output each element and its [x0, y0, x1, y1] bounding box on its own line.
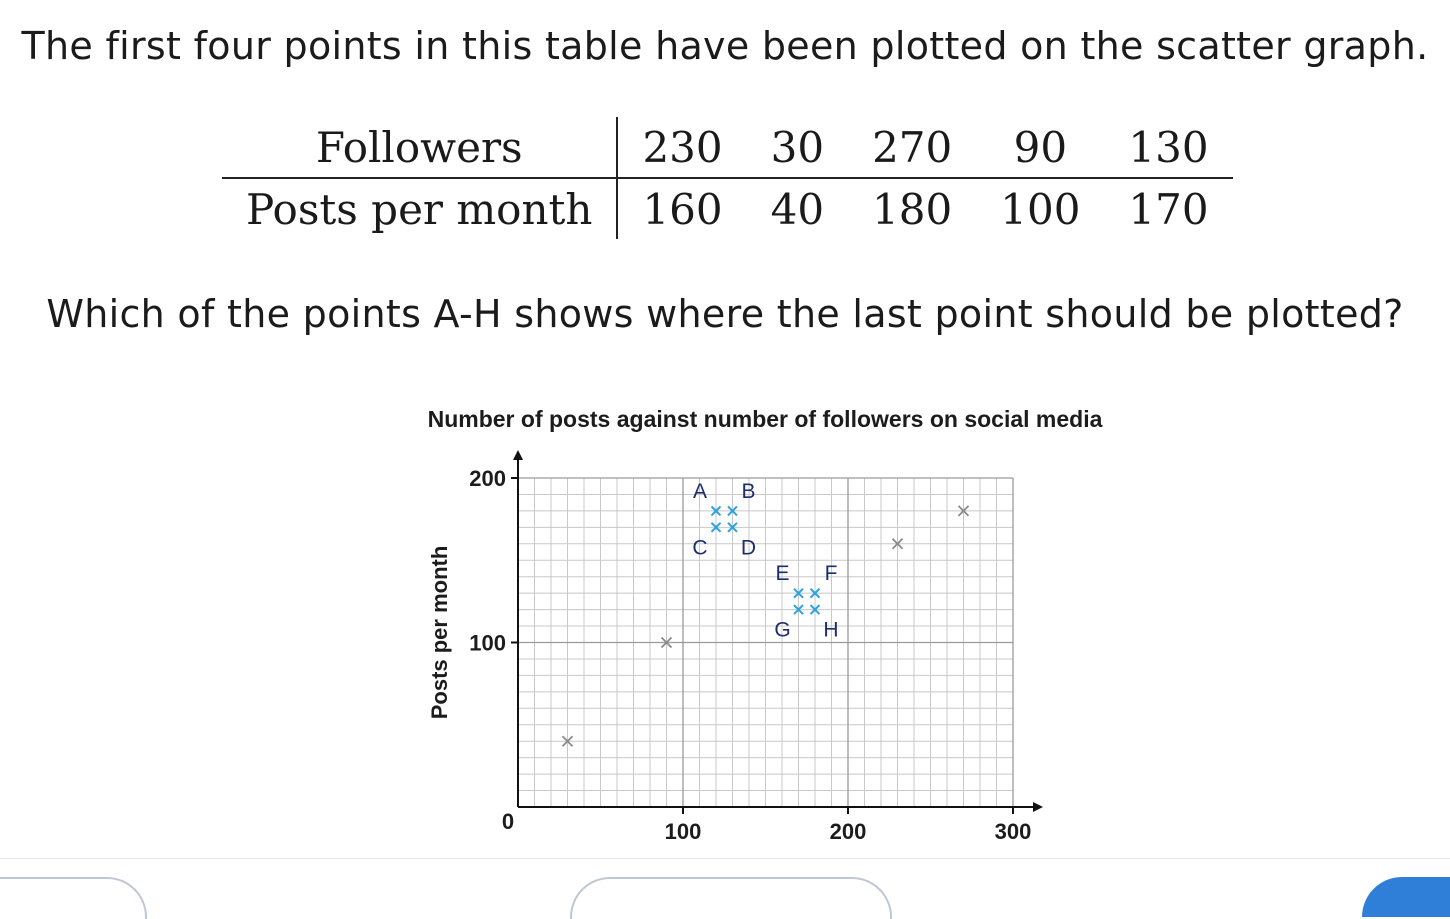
table-cell: 90 [976, 117, 1104, 178]
table-cell: 130 [1104, 117, 1232, 178]
y-axis-label: Posts per month [427, 545, 452, 720]
footer-divider [0, 858, 1450, 859]
option-label-e: E [775, 562, 790, 586]
x-axis-arrow-icon [1033, 802, 1043, 812]
x-tick-label: 200 [829, 819, 867, 844]
row-header-posts: Posts per month [222, 178, 617, 239]
y-tick-label: 200 [469, 466, 506, 491]
table-cell: 270 [848, 117, 976, 178]
table-cell: 180 [872, 184, 953, 234]
option-label-d: D [740, 536, 757, 560]
answer-tab-left[interactable] [0, 877, 147, 919]
option-label-g: G [774, 618, 791, 642]
table-cell: 170 [1128, 184, 1209, 234]
option-label-h: H [823, 618, 839, 642]
table-cell: 160 [642, 184, 723, 234]
table-cell: 100 [1000, 184, 1081, 234]
y-tick-label: 100 [469, 630, 506, 656]
option-label-c: C [692, 536, 708, 560]
table-cell: 230 [617, 117, 746, 178]
answer-tab-middle[interactable] [570, 877, 892, 919]
x-tick-label: 300 [994, 819, 1032, 844]
table-cell: 40 [770, 184, 825, 234]
row-header-followers: Followers [222, 117, 617, 178]
option-label-a: A [692, 479, 708, 503]
option-label-b: B [741, 479, 756, 503]
question-intro: The first four points in this table have been plotted on the scatter graph. [21, 24, 1429, 68]
x-tick-label: 0 [501, 809, 515, 834]
option-label-f: F [824, 562, 838, 586]
table-cell: 30 [747, 117, 848, 178]
x-tick-label: 100 [664, 819, 702, 844]
question-prompt: Which of the points A-H shows where the last point should be plotted? [46, 292, 1404, 336]
y-axis-arrow-icon [513, 450, 523, 460]
chart-title: Number of posts against number of followers on social media [427, 406, 1103, 432]
